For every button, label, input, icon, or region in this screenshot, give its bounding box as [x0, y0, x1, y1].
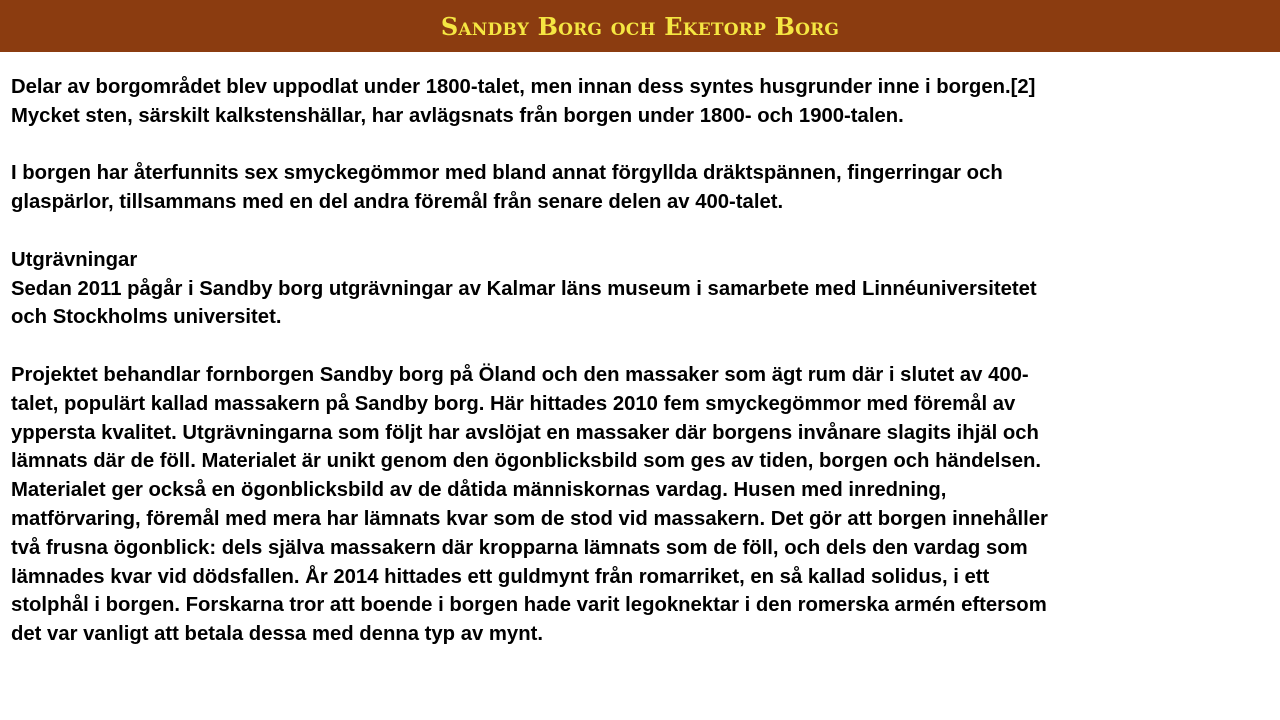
paragraph-3 [11, 246, 1261, 332]
title-bar [0, 0, 1280, 52]
text-line: Delar av borgområdet blev uppodlat under 1800-talet, men innan dess syntes husgrunder inne i borgen.[2] [11, 76, 1036, 98]
text-line: matförvaring, föremål med mera har lämnats kvar som de stod vid massakern. Det gör att borgen innehåller [11, 507, 1048, 530]
text-line: yppersta kvalitet. Utgrävningarna som följt har avslöjat en massaker där borgens invånare slagits ihjäl och [11, 421, 1039, 444]
text-line: glaspärlor, tillsammans med en del andra föremål från senare delen av 400-talet. [11, 191, 784, 214]
text-line: lämnats där de föll. Materialet är unikt genom den ögonblicksbild som ges av tiden, borgen och händelsen. [11, 450, 1042, 473]
text-line: Mycket sten, särskilt kalkstenshällar, har avlägsnats från borgen under 1800- och 1900-talen. [11, 104, 904, 127]
text-line: Projektet behandlar fornborgen Sandby borg på Öland och den massaker som ägt rum där i slutet av 400- [11, 363, 1029, 386]
text-line: lämnades kvar vid dödsfallen. År 2014 hittades ett guldmynt från romarriket, en så kallad solidus, i ett [11, 565, 990, 588]
text-line: Materialet ger också en ögonblicksbild av de dåtida människornas vardag. Husen med inredning, [11, 479, 947, 502]
paragraph-2 [11, 159, 1261, 217]
text-line: talet, populärt kallad massakern på Sandby borg. Här hittades 2010 fem smyckegömmor med föremål av [11, 392, 1016, 415]
paragraph-4 [11, 361, 1261, 649]
text-line: det var vanligt att betala dessa med denna typ av mynt. [11, 623, 543, 646]
text-line: och Stockholms universitet. [11, 306, 282, 329]
section-heading: Utgrävningar [11, 248, 138, 271]
text-line: Sedan 2011 pågår i Sandby borg utgrävningar av Kalmar läns museum i samarbete med Linnéuniversitetet [11, 277, 1037, 300]
paragraph-1 [11, 73, 1261, 131]
document-body [11, 73, 1261, 678]
text-line: stolphål i borgen. Forskarna tror att boende i borgen hade varit legoknektar i den romerska armén eftersom [11, 594, 1047, 617]
text-line: I borgen har återfunnits sex smyckegömmor med bland annat förgyllda dräktspännen, fingerringar och [11, 162, 1003, 185]
page-title: Sandby Borg och Eketorp Borg [440, 11, 840, 41]
text-line: två frusna ögonblick: dels själva massakern där kropparna lämnats som de föll, och dels den vardag som [11, 536, 1028, 559]
